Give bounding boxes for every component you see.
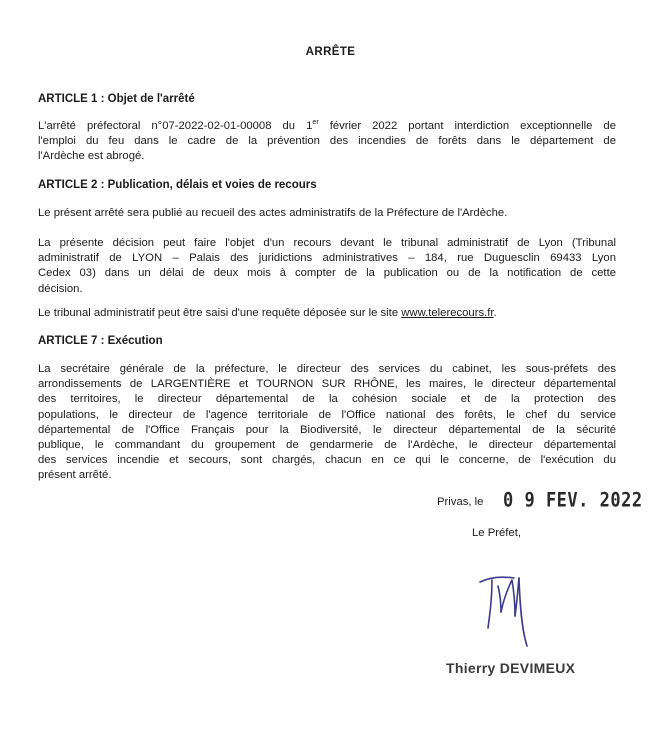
article-7-line-6: publique, le commandant du groupement de gendarmerie de l'Ardèche, le directeur départemental [38,439,616,452]
article-2-heading: ARTICLE 2 : Publication, délais et voies de recours [38,179,317,191]
article-1-line-1: L'arrêté préfectoral n°07-2022-02-01-00008 du 1er février 2022 portant interdiction exceptionnelle de [38,119,616,132]
telerecours-link[interactable]: www.telerecours.fr [401,307,494,319]
handwritten-signature [470,568,570,658]
article-7-line-7: des services incendie et secours, sont chargés, chacun en ce qui le concerne, de l'exécution du [38,454,616,467]
article-1-line-2: l'emploi du feu dans le cadre de la prévention des incendies de forêts dans le département de [38,135,616,148]
document-title: ARRÊTE [305,46,356,58]
signer-role: Le Préfet, [472,527,521,539]
article-2-p2-line-3: Cedex 03) dans un délai de deux mois à compter de la publication ou de la notification de cette [38,267,616,280]
article-1-heading: ARTICLE 1 : Objet de l'arrêté [38,93,195,105]
article-1-paragraph [38,119,616,165]
article-7-line-5: départemental de l'Office Français pour la Biodiversité, le directeur départemental de la sécurité [38,423,616,436]
article-7-line-2: arrondissements de LARGENTIÈRE et TOURNON SUR RHÔNE, les maires, le directeur départemental [38,378,616,391]
article-7-line-1: La secrétaire générale de la préfecture, le directeur des services du cabinet, les sous-préfets des [38,363,616,375]
article-1-line-3: l'Ardèche est abrogé. [38,150,145,163]
article-2-p3-line [38,306,616,321]
signer-name: Thierry DEVIMEUX [446,660,576,676]
article-7-line-8: présent arrêté. [38,469,112,482]
article-2-p2-line-2: administratif de LYON – Palais des juridictions administratives – 184, rue Duguesclin 69433 Lyon [38,252,616,265]
article-7-line-3: des territoires, le directeur départemental de la cohésion sociale et de la protection des [38,393,616,406]
article-2-p2-line-1: La présente décision peut faire l'objet d'un recours devant le tribunal administratif de Lyon (Tribunal [38,237,616,249]
article-2-p1-line: Le présent arrêté sera publié au recueil des actes administratifs de la Préfecture de l'Ardèche. [38,207,508,219]
article-2-p2-line-4: décision. [38,282,83,295]
article-2-p3-prefix: Le tribunal administratif peut être saisi d'une requête déposée sur le site [38,307,402,319]
article-7-heading: ARTICLE 7 : Exécution [38,335,163,347]
article-7-paragraph [38,362,616,484]
article-7-line-4: populations, le directeur de l'agence territoriale de l'Office national des forêts, le chef du service [38,408,616,421]
article-2-paragraph-3 [38,306,616,321]
signature-place: Privas, le [437,496,484,508]
date-stamp: 0 9 FEV. 2022 [503,489,643,512]
article-2-p3-suffix: . [493,307,497,319]
article-2-paragraph-2 [38,236,616,297]
article-2-paragraph-1 [38,206,616,221]
